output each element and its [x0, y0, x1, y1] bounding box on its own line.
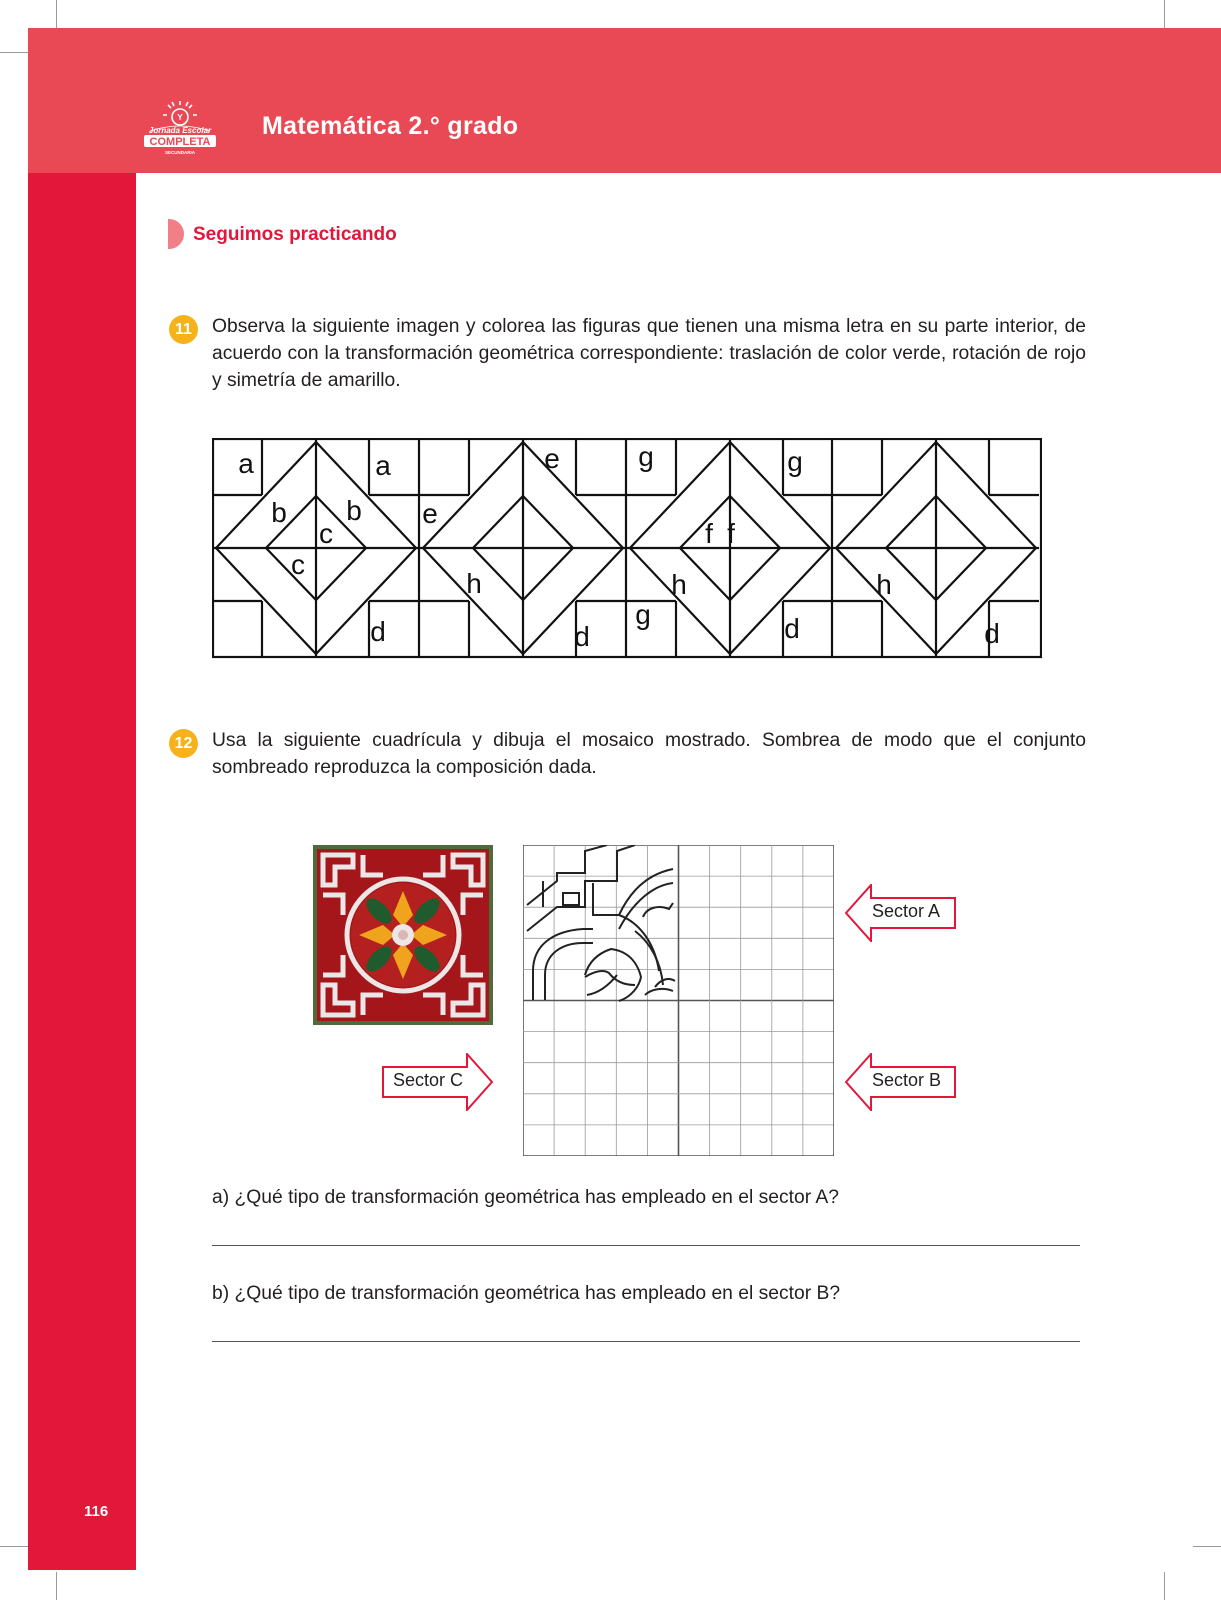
pattern-letter: b: [271, 497, 287, 528]
question-a-text: ¿Qué tipo de transformación geométrica has empleado en el sector A?: [234, 1187, 839, 1208]
crop-mark: [0, 1546, 28, 1547]
side-band: [28, 173, 136, 1570]
pattern-letter: g: [635, 599, 651, 630]
crop-mark: [1164, 0, 1165, 28]
crop-mark: [56, 1572, 57, 1600]
drawing-grid: [523, 845, 834, 1156]
pattern-letter: a: [375, 450, 391, 481]
section-marker: [168, 219, 184, 249]
motif-stroke: [527, 845, 607, 905]
pattern-letter: d: [370, 616, 386, 647]
motif-stroke: [619, 883, 673, 929]
answer-line-a[interactable]: [212, 1245, 1080, 1246]
crop-mark: [0, 52, 28, 53]
pattern-letter: c: [319, 518, 333, 549]
pattern-letter: e: [544, 443, 560, 474]
pattern-letter: c: [291, 549, 305, 580]
exercise-12-text: Usa la siguiente cuadrícula y dibuja el mosaico mostrado. Sombrea de modo que el conjunto sombreado reproduzca la composición dada.: [212, 730, 1086, 778]
exercise-11-number: 11: [169, 315, 198, 344]
mosaic-tile-image: [313, 845, 493, 1025]
pattern-letter: g: [638, 441, 654, 472]
pattern-letter: h: [876, 569, 892, 600]
pattern-letter: b: [346, 495, 362, 526]
page-header-title: Matemática 2.° grado: [262, 112, 519, 140]
question-b: [212, 1283, 840, 1305]
motif-stroke: [619, 915, 659, 971]
motif-stroke: [655, 979, 675, 987]
motif-stroke: [533, 929, 593, 1000]
sector-c-label: Sector C: [393, 1070, 464, 1090]
pattern-letter: e: [422, 498, 438, 529]
pattern-letter: d: [784, 613, 800, 644]
logo-line3: SECUNDARIA: [164, 150, 196, 155]
motif-stroke: [593, 883, 619, 915]
motif-stroke: [645, 989, 673, 995]
question-b-text: ¿Qué tipo de transformación geométrica has empleado en el sector B?: [234, 1283, 841, 1304]
exercise-11-text: Observa la siguiente imagen y colorea las figuras que tienen una misma letra en su parte interior, de acuerdo con la transformación geométrica correspondiente: traslación de color verde, rotación de rojo y simetría de amarillo.: [212, 316, 1086, 391]
crop-mark: [1193, 1546, 1221, 1547]
pattern-letter: f: [727, 518, 735, 549]
question-b-label: b): [212, 1283, 230, 1304]
pattern-letter: d: [984, 618, 1000, 649]
transformation-pattern: [212, 438, 1042, 660]
crop-mark: [56, 0, 57, 28]
motif-stroke: [635, 931, 663, 985]
svg-text:Y: Y: [177, 113, 183, 122]
section-title: Seguimos practicando: [193, 224, 397, 245]
pattern-letter: h: [466, 568, 482, 599]
question-a-label: a): [212, 1187, 230, 1208]
jornada-escolar-logo: [140, 95, 220, 157]
question-a: [212, 1187, 839, 1209]
pattern-letter: a: [238, 448, 254, 479]
pattern-letter: h: [671, 569, 687, 600]
page-number: 116: [84, 1503, 109, 1520]
exercise-12-number: 12: [169, 729, 198, 758]
pattern-letter: d: [574, 621, 590, 652]
logo-line2: COMPLETA: [149, 136, 211, 148]
motif-stroke: [563, 893, 579, 905]
crop-mark: [1164, 1572, 1165, 1600]
pattern-letter: f: [705, 518, 713, 549]
logo-line1: Jornada Escolar: [148, 126, 212, 135]
answer-line-b[interactable]: [212, 1341, 1080, 1342]
pattern-letter: g: [787, 446, 803, 477]
partial-motif: [527, 845, 675, 1001]
sector-b-label: Sector B: [872, 1070, 942, 1090]
sector-a-label: Sector A: [872, 901, 941, 921]
